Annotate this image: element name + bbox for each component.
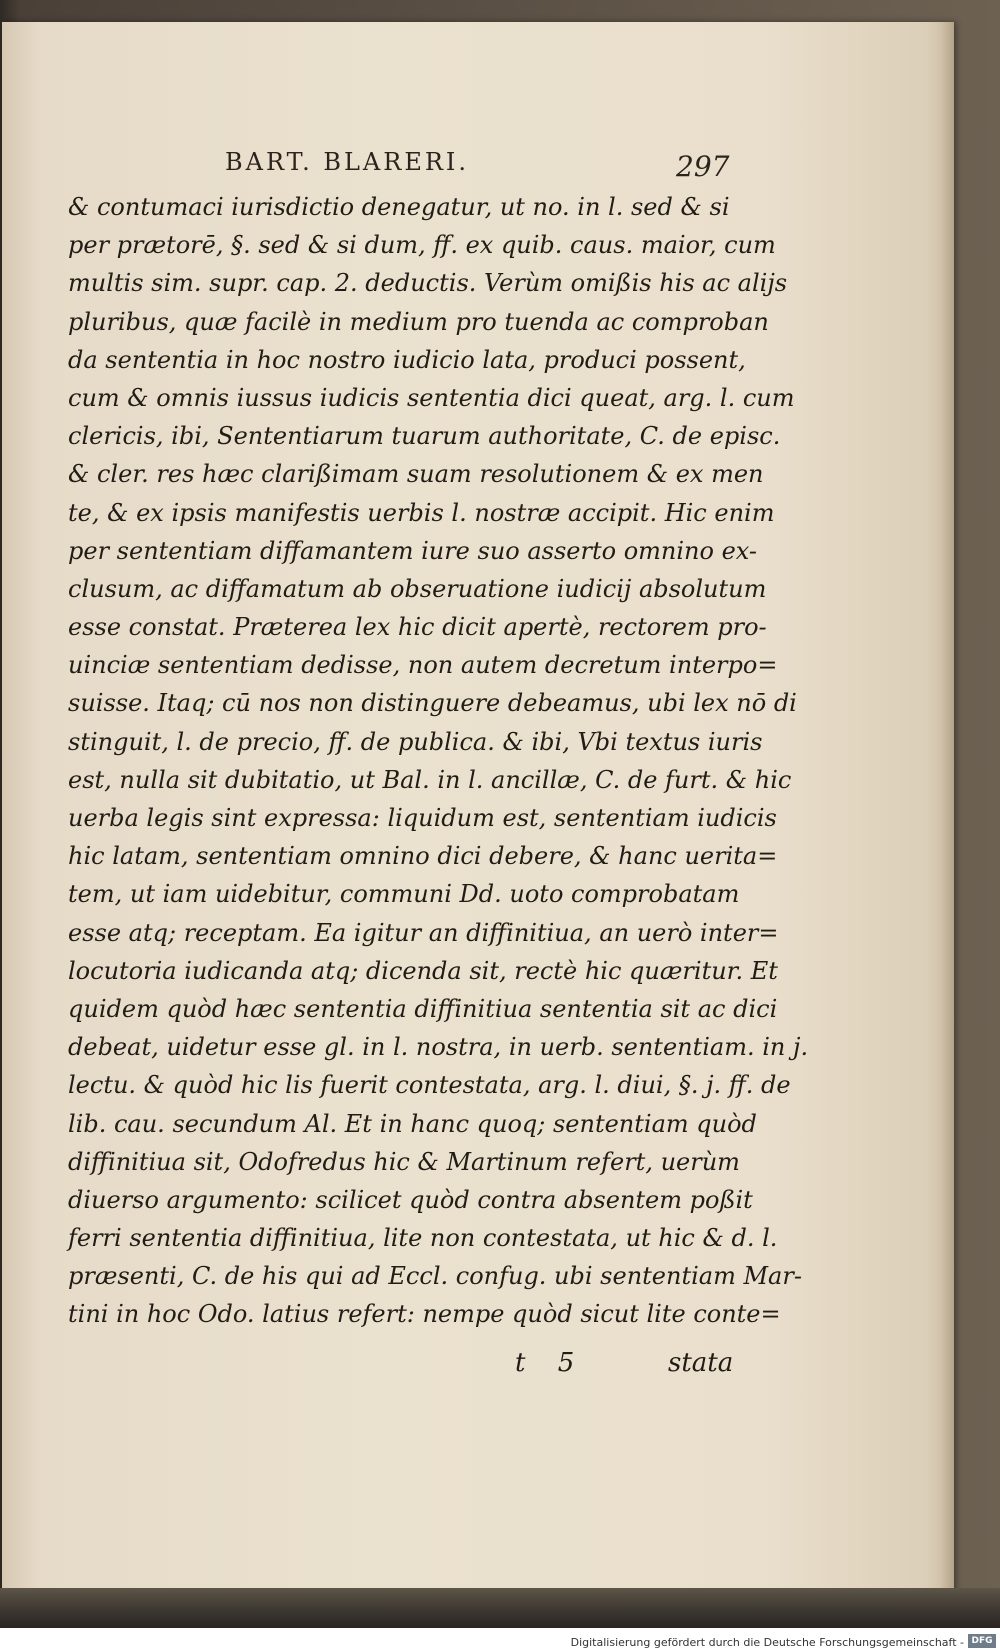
text-line: tem, ut iam uidebitur, communi Dd. uoto comprobatam: [68, 880, 740, 909]
text-line: quidem quòd hæc sententia diffinitiua sententia sit ac dici: [68, 994, 778, 1023]
text-line: esse atq; receptam. Ea igitur an diffinitiua, an uerò inter=: [68, 918, 779, 947]
text-line: esse constat. Præterea lex hic dicit apertè, rectorem pro-: [68, 613, 767, 642]
text-line: est, nulla sit dubitatio, ut Bal. in l. ancillæ, C. de furt. & hic: [68, 765, 792, 794]
footer-credit: Digitalisierung gefördert durch die Deutsche Forschungsgemeinschaft -: [570, 1636, 964, 1649]
text-line: & contumaci iurisdictio denegatur, ut no. in l. sed & si: [68, 193, 730, 221]
running-head: BART. BLARERI.: [225, 148, 470, 176]
text-line: pluribus, quæ facilè in medium pro tuenda ac comproban: [68, 307, 769, 336]
text-line: præsenti, C. de his qui ad Eccl. confug. ubi sententiam Mar-: [68, 1262, 802, 1291]
dfg-logo: DFG: [968, 1634, 996, 1648]
text-line: lectu. & quòd hic lis fuerit contestata, arg. l. diui, §. j. ff. de: [68, 1071, 791, 1100]
text-line: stinguit, l. de precio, ff. de publica. & ibi, Vbi textus iuris: [68, 727, 763, 756]
page-edge-shading: [940, 22, 954, 1612]
text-line: lib. cau. secundum Al. Et in hanc quoq; sententiam quòd: [68, 1109, 757, 1138]
text-line: da sententia in hoc nostro iudicio lata, produci possent,: [68, 345, 746, 374]
text-line: suisse. Itaq; cū nos non distinguere debeamus, ubi lex nō di: [68, 689, 797, 718]
text-line: hic latam, sententiam omnino dici debere, & hanc uerita=: [68, 842, 778, 871]
text-line: locutoria iudicanda atq; dicenda sit, rectè hic quæritur. Et: [68, 956, 778, 985]
page-number: 297: [676, 150, 730, 183]
text-line: multis sim. supr. cap. 2. deductis. Verùm omißis his ac alijs: [68, 269, 788, 298]
text-line: clericis, ibi, Sententiarum tuarum authoritate, C. de episc.: [68, 422, 781, 451]
text-line: diuerso argumento: scilicet quòd contra absentem poßit: [68, 1185, 753, 1214]
text-line: per prætorē, §. sed & si dum, ff. ex quib. caus. maior, cum: [68, 231, 776, 260]
text-line: diffinitiua sit, Odofredus hic & Martinum refert, uerùm: [68, 1147, 740, 1176]
body-text: [68, 188, 809, 1334]
text-line: uinciæ sententiam dedisse, non autem decretum interpo=: [68, 651, 778, 680]
signature-mark: t 5: [515, 1348, 575, 1378]
text-line: tini in hoc Odo. latius refert: nempe quòd sicut lite conte=: [68, 1300, 781, 1329]
text-line: te, & ex ipsis manifestis uerbis l. nostræ accipit. Hic enim: [68, 498, 775, 527]
catchword: stata: [668, 1348, 734, 1378]
text-line: clusum, ac diffamatum ab obseruatione iudicij absolutum: [68, 574, 767, 603]
text-line: per sententiam diffamantem iure suo asserto omnino ex-: [68, 536, 758, 565]
book-cover-edge: [0, 1588, 1000, 1628]
text-line: & cler. res hæc clarißimam suam resolutionem & ex men: [68, 460, 764, 489]
text-line: uerba legis sint expressa: liquidum est, sententiam iudicis: [68, 804, 777, 832]
text-line: cum & omnis iussus iudicis sententia dici queat, arg. l. cum: [68, 383, 795, 412]
text-line: debeat, uidetur esse gl. in l. nostra, in uerb. sententiam. in j.: [68, 1033, 809, 1062]
text-line: ferri sententia diffinitiua, lite non contestata, ut hic & d. l.: [68, 1224, 778, 1253]
